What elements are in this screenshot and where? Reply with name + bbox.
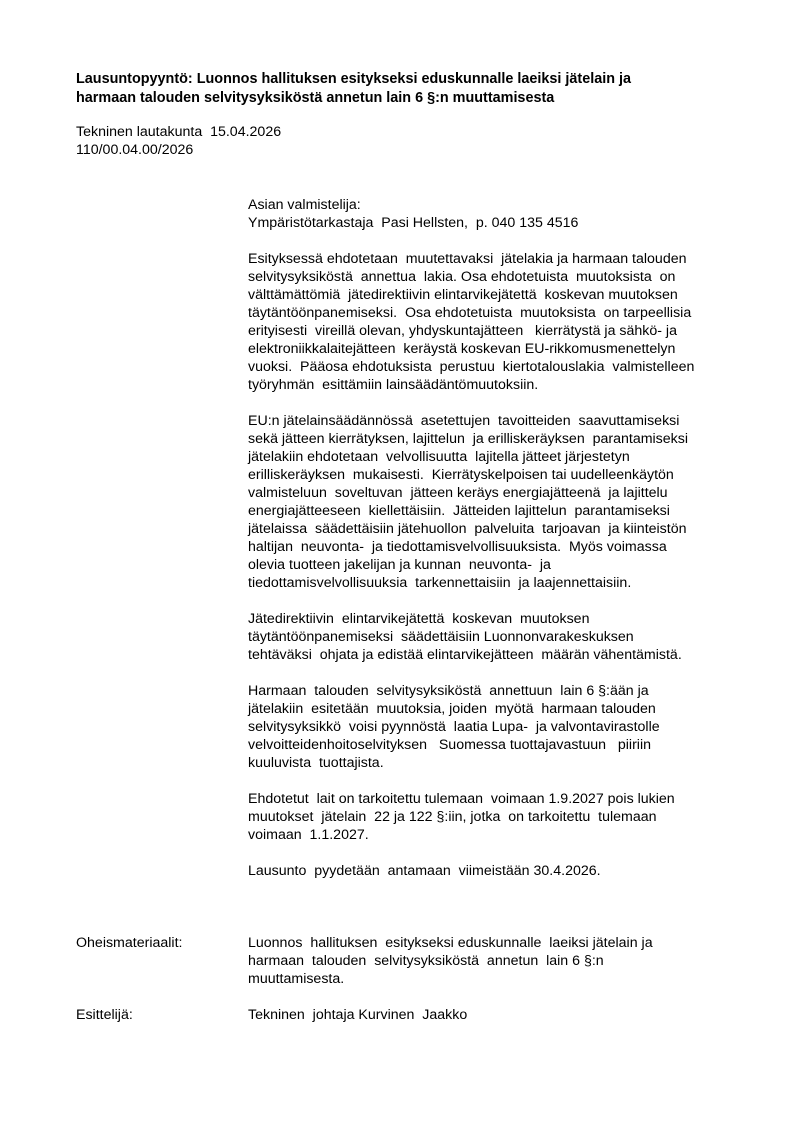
meeting-info <box>76 123 281 159</box>
text-line: haltijan neuvonta- ja tiedottamisvelvollisuuksista. Myös voimassa <box>248 539 667 555</box>
text-line: valmisteluun soveltuvan jätteen keräys energiajätteenä ja lajittelu <box>248 485 668 501</box>
text-line: olevia tuotteen jakelijan ja kunnan neuvonta- ja <box>248 557 551 573</box>
text-line: energiajätteeseen kiellettäisiin. Jätteiden lajittelun parantamiseksi <box>248 503 670 519</box>
document-title <box>76 70 631 108</box>
text-line: työryhmän esittämiin lainsäädäntömuutoksiin. <box>248 377 539 393</box>
text-line: Ehdotetut lait on tarkoitettu tulemaan voimaan 1.9.2027 pois lukien <box>248 791 675 807</box>
presenter-row <box>76 1006 756 1026</box>
text-line: selvitysyksiköstä annettua lakia. Osa ehdotetuista muutoksista on <box>248 269 676 285</box>
text-line: velvoitteidenhoitoselvityksen Suomessa tuottajavastuun piiriin <box>248 737 651 753</box>
meeting-name-date: Tekninen lautakunta 15.04.2026 <box>76 124 282 140</box>
text-line: EU:n jätelainsäädännössä asetettujen tavoitteiden saavuttamiseksi <box>248 413 680 429</box>
text-line: erityisesti vireillä olevan, yhdyskuntajätteen kierrätystä ja sähkö- ja <box>248 323 677 339</box>
preparer-label: Asian valmistelija: <box>248 197 361 213</box>
text-line: tiedottamisvelvollisuuksia tarkennettaisiin ja laajennettaisiin. <box>248 575 632 591</box>
text-line: Esityksessä ehdotetaan muutettavaksi jätelakia ja harmaan talouden <box>248 251 687 267</box>
text-line: vuoksi. Pääosa ehdotuksista perustuu kiertotalouslakia valmistelleen <box>248 359 695 375</box>
preparer-block <box>248 196 748 232</box>
paragraph-food-waste <box>248 610 748 664</box>
record-number: 110/00.04.00/2026 <box>76 142 194 158</box>
paragraph-deadline <box>248 862 748 880</box>
title-line: harmaan talouden selvitysyksiköstä annetun lain 6 §:n muuttamisesta <box>76 90 555 106</box>
presenter-label: Esittelijä: <box>76 1007 133 1023</box>
text-line: tehtäväksi ohjata ja edistää elintarvikejätteen määrän vähentämistä. <box>248 647 682 663</box>
text-line: harmaan talouden selvitysyksiköstä annetun lain 6 §:n <box>248 953 604 969</box>
text-line: jätelaissa säädettäisiin jätehuollon palveluita tarjoavan ja kiinteistön <box>248 521 687 537</box>
text-line: Harmaan talouden selvitysyksiköstä annettuun lain 6 §:ään ja <box>248 683 649 699</box>
text-line: Jätedirektiivin elintarvikejätettä koskevan muutoksen <box>248 611 590 627</box>
text-line: sekä jätteen kierrätyksen, lajittelun ja erilliskeräyksen parantamiseksi <box>248 431 689 447</box>
presenter-value <box>248 1006 467 1024</box>
paragraph-grey-economy <box>248 682 748 772</box>
paragraph-entry-into-force <box>248 790 748 844</box>
text-line: täytäntöönpanemiseksi. Osa ehdotetuista muutoksista on tarpeellisia <box>248 305 692 321</box>
text-line: kuuluvista tuottajista. <box>248 755 384 771</box>
preparer-name: Ympäristötarkastaja Pasi Hellsten, p. 040 135 4516 <box>248 215 579 231</box>
paragraph-eu-legislation <box>248 412 748 592</box>
text-line: voimaan 1.1.2027. <box>248 827 369 843</box>
text-line: elektroniikkalaitejätteen keräystä koskevan EU-rikkomusmenettelyn <box>248 341 676 357</box>
text-line: Luonnos hallituksen esitykseksi eduskunnalle laeiksi jätelain ja <box>248 935 653 951</box>
presenter-name: Tekninen johtaja Kurvinen Jaakko <box>248 1007 468 1023</box>
text-line: Lausunto pyydetään antamaan viimeistään 30.4.2026. <box>248 863 601 879</box>
title-line: Lausuntopyyntö: Luonnos hallituksen esitykseksi eduskunnalle laeiksi jätelain ja <box>76 71 631 87</box>
attachments-label: Oheismateriaalit: <box>76 935 183 951</box>
text-line: muuttamisesta. <box>248 971 345 987</box>
text-line: täytäntöönpanemiseksi säädettäisiin Luonnonvarakeskuksen <box>248 629 634 645</box>
paragraph-proposal <box>248 250 748 394</box>
text-line: jätelakiin esitetään muutoksia, joiden myötä harmaan talouden <box>248 701 656 717</box>
text-line: välttämättömiä jätedirektiivin elintarvikejätettä koskevan muutoksen <box>248 287 678 303</box>
text-line: selvitysyksikkö voisi pyynnöstä laatia Lupa- ja valvontavirastolle <box>248 719 660 735</box>
attachments-value <box>248 934 653 988</box>
document-body <box>248 196 748 898</box>
text-line: muutokset jätelain 22 ja 122 §:iin, jotka on tarkoitettu tulemaan <box>248 809 657 825</box>
text-line: erilliskeräyksen mukaisesti. Kierrätyskelpoisen tai uudelleenkäytön <box>248 467 674 483</box>
attachments-row <box>76 934 756 994</box>
text-line: jätelakiin ehdotetaan velvollisuutta lajitella jätteet järjestetyn <box>248 449 630 465</box>
